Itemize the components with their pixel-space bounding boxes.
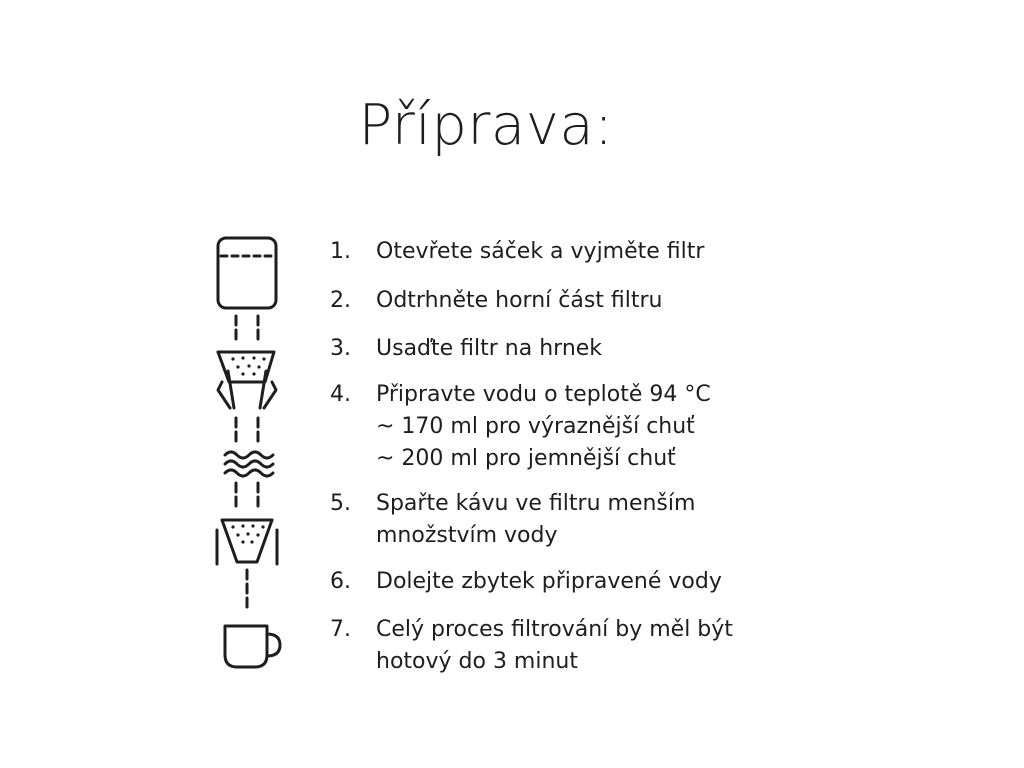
step-number: 1. xyxy=(330,239,351,264)
step-text: ~ 200 ml pro jemnější chuť xyxy=(376,446,676,471)
coffee-bag-icon xyxy=(218,238,276,308)
step-text: hotový do 3 minut xyxy=(376,649,578,674)
step-text: Dolejte zbytek připravené vody xyxy=(376,569,722,594)
dashed-connector-icon xyxy=(236,316,258,342)
cup-icon xyxy=(225,626,280,667)
step-text: Odtrhněte horní část filtru xyxy=(376,288,663,313)
step-text: Spařte kávu ve filtru menším xyxy=(376,491,696,516)
step-number: 5. xyxy=(330,491,351,516)
filter-icon xyxy=(218,352,276,408)
step-number: 3. xyxy=(330,336,351,361)
step-number: 2. xyxy=(330,288,351,313)
step-number: 6. xyxy=(330,569,351,594)
water-icon xyxy=(225,452,273,476)
dashed-connector-icon xyxy=(236,418,258,442)
step-text: množstvím vody xyxy=(376,523,558,548)
step-text: Celý proces filtrování by měl být xyxy=(376,617,733,642)
step-number: 4. xyxy=(330,382,351,407)
dripper-icon xyxy=(217,520,277,564)
preparation-icons xyxy=(205,230,295,680)
step-text: Usaďte filtr na hrnek xyxy=(376,336,603,361)
step-number: 7. xyxy=(330,617,351,642)
page-title: Příprava: xyxy=(358,93,614,158)
dashed-connector-icon xyxy=(236,483,258,508)
step-text: ~ 170 ml pro výraznější chuť xyxy=(376,414,695,439)
step-text: Otevřete sáček a vyjměte filtr xyxy=(376,239,705,264)
step-text: Připravte vodu o teplotě 94 °C xyxy=(376,382,711,407)
